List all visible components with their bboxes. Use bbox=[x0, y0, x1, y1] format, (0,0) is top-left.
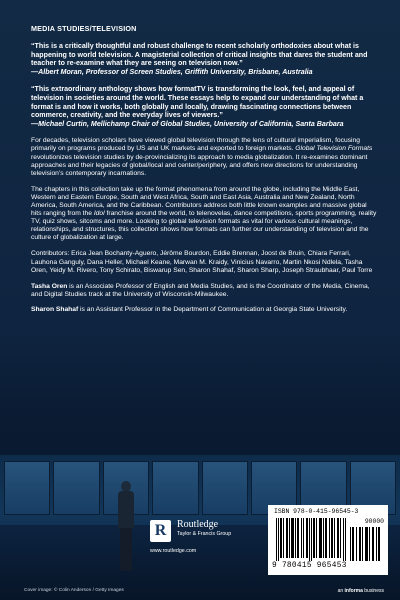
isbn-label: ISBN 978-0-415-96545-3 bbox=[274, 508, 359, 515]
barcode-block bbox=[268, 505, 388, 575]
publisher-group: Taylor & Francis Group bbox=[177, 531, 232, 537]
publisher-block bbox=[150, 515, 255, 565]
cover-image-credit: Cover image: © Colin Anderson / Getty Images bbox=[24, 588, 124, 593]
editor-bio: Sharon Shahaf is an Assistant Professor in the Department of Communication at Georgia State University. bbox=[31, 305, 348, 313]
informa-imprint: an informa business bbox=[337, 588, 384, 594]
quote-text: “This extraordinary anthology shows how formatTV is transforming the look, feel, and appeal of television in societies around the world. These essays help to expand our understanding of what a format is and how it works, both globally and locally, drawing fascinating connections between commerce, creativity, and the everyday lives of viewers.” bbox=[31, 85, 364, 120]
quote-attribution: —Michael Curtin, Mellichamp Chair of Global Studies, University of California, Santa Barbara bbox=[31, 119, 344, 128]
quote-text: “This is a critically thoughtful and robust challenge to recent scholarly orthodoxies about what is happening to world television. A magisterial collection of critical insights that dares the student and teacher to re-examine what they are seeing on television now.” bbox=[31, 42, 368, 68]
show-title: Idol bbox=[93, 210, 105, 218]
endorsement-quote bbox=[31, 85, 377, 128]
chapters-summary: The chapters in this collection take up the format phenomena from around the globe, including the Middle East, Western and Eastern Europe, South and West Africa, South and East Asia, Australia and New Zealand, North America, South America, and the Caribbean. Contributors address both little known examples and massive global hits ranging from the Idol franchise around the world, to telenovelas, dance competitions, sports programming, reality TV, quiz shows, sitcoms and more. Looking to global television formats as vital for various cultural meanings, relationships, and structures, this collection shows how formats can further our understanding of television and the culture of globalization at large. bbox=[31, 185, 377, 242]
quote-attribution: —Albert Moran, Professor of Screen Studies, Griffith University, Brisbane, Australia bbox=[31, 67, 313, 76]
book-description: For decades, television scholars have viewed global television through the lens of cultural imperialism, focusing primarily on programs produced by US and UK markets and exported to foreign markets. Global Television Formats revolutionizes television studies by de-provincializing its approach to media globalization. It re-examines dominant approaches and their legacies of global/local and center/periphery, and offers new directions for understanding television’s contemporary incarnations. bbox=[31, 137, 373, 177]
subject-category: MEDIA STUDIES/TELEVISION bbox=[31, 24, 137, 33]
editor-bio: Tasha Oren is an Associate Professor of English and Media Studies, and is the Coordinator of the Media, Cinema, and Digital Studies track at the University of Wisconsin-Milwaukee. bbox=[31, 282, 370, 298]
book-title: Global Television Formats bbox=[295, 145, 373, 153]
publisher-name: Routledge bbox=[177, 519, 219, 530]
price-code: 90000 bbox=[364, 518, 384, 525]
ean-number: 9 780415 965453 bbox=[272, 562, 347, 570]
ean-barcode-icon bbox=[276, 518, 346, 561]
routledge-logo-icon: R bbox=[150, 520, 171, 542]
standing-person-silhouette bbox=[117, 481, 135, 571]
back-cover-text bbox=[31, 24, 377, 321]
price-barcode-icon bbox=[350, 527, 380, 561]
endorsement-quote bbox=[31, 42, 377, 76]
editor-name: Sharon Shahaf bbox=[31, 305, 79, 313]
editor-name: Tasha Oren bbox=[31, 282, 68, 290]
publisher-url: www.routledge.com bbox=[150, 548, 197, 554]
contributors-list: Contributors: Erica Jean Bochanty-Aguero, Jérôme Bourdon, Eddie Brennan, Joost de Bruin, Chiara Ferrari, Lauhona Ganguly, Dana Heller, Michael Keane, Marwan M. Kraidy, Vinicius Navarro, Martin Nkosi Ndlela, Tasha Oren, Yeidy M. Rivero, Tony Schirato, Biswarup Sen, Sharon Shahaf, Sharon Sharp, Joseph Straubhaar, Paul Torre bbox=[31, 250, 373, 274]
